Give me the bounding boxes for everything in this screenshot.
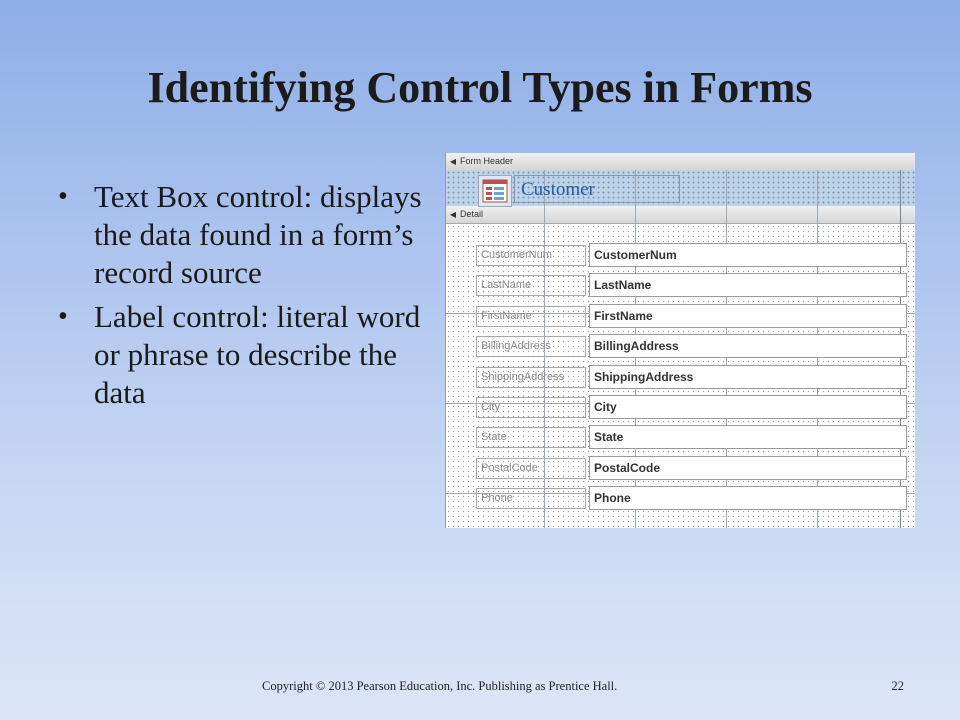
shippingaddress-textbox[interactable]: ShippingAddress: [589, 365, 907, 389]
postalcode-textbox[interactable]: PostalCode: [589, 456, 907, 480]
form-header-label: Form Header: [460, 156, 514, 166]
billingaddress-textbox[interactable]: BillingAddress: [589, 334, 907, 358]
firstname-textbox[interactable]: FirstName: [589, 304, 907, 328]
lastname-label[interactable]: LastName: [476, 275, 586, 296]
billingaddress-label[interactable]: BillingAddress: [476, 336, 586, 357]
phone-label[interactable]: Phone: [476, 488, 586, 509]
city-label[interactable]: City: [476, 397, 586, 418]
bullet-item: [58, 298, 438, 412]
bullet-item: [58, 178, 438, 292]
bullet-list: [58, 178, 438, 418]
shippingaddress-label[interactable]: ShippingAddress: [476, 367, 586, 388]
detail-bar[interactable]: [446, 206, 915, 224]
customernum-label[interactable]: CustomerNum: [476, 245, 586, 266]
copyright-text: Copyright © 2013 Pearson Education, Inc. Publishing as Prentice Hall.: [262, 679, 618, 693]
bullet-icon: •: [58, 181, 68, 212]
bullet-icon: •: [58, 301, 68, 332]
postalcode-label[interactable]: PostalCode: [476, 458, 586, 479]
detail-label: Detail: [460, 209, 484, 219]
bullet-text: Text Box control: displays the data found in a form’s record source: [94, 179, 422, 290]
phone-textbox[interactable]: Phone: [589, 486, 907, 510]
form-header-bar[interactable]: [446, 153, 915, 171]
form-design-view: [445, 153, 915, 528]
city-textbox[interactable]: City: [589, 395, 907, 419]
customernum-textbox[interactable]: CustomerNum: [589, 243, 907, 267]
form-logo-icon[interactable]: [478, 175, 512, 207]
firstname-label[interactable]: FirstName: [476, 306, 586, 327]
state-textbox[interactable]: State: [589, 425, 907, 449]
collapse-arrow-icon: ◀: [449, 210, 457, 219]
form-title-label[interactable]: Customer: [514, 175, 680, 203]
collapse-arrow-icon: ◀: [449, 157, 457, 166]
page-number: 22: [891, 679, 904, 693]
bullet-text: Label control: literal word or phrase to describe the data: [94, 299, 421, 410]
state-label[interactable]: State: [476, 427, 586, 448]
lastname-textbox[interactable]: LastName: [589, 273, 907, 297]
slide-title: Identifying Control Types in Forms: [147, 63, 813, 112]
